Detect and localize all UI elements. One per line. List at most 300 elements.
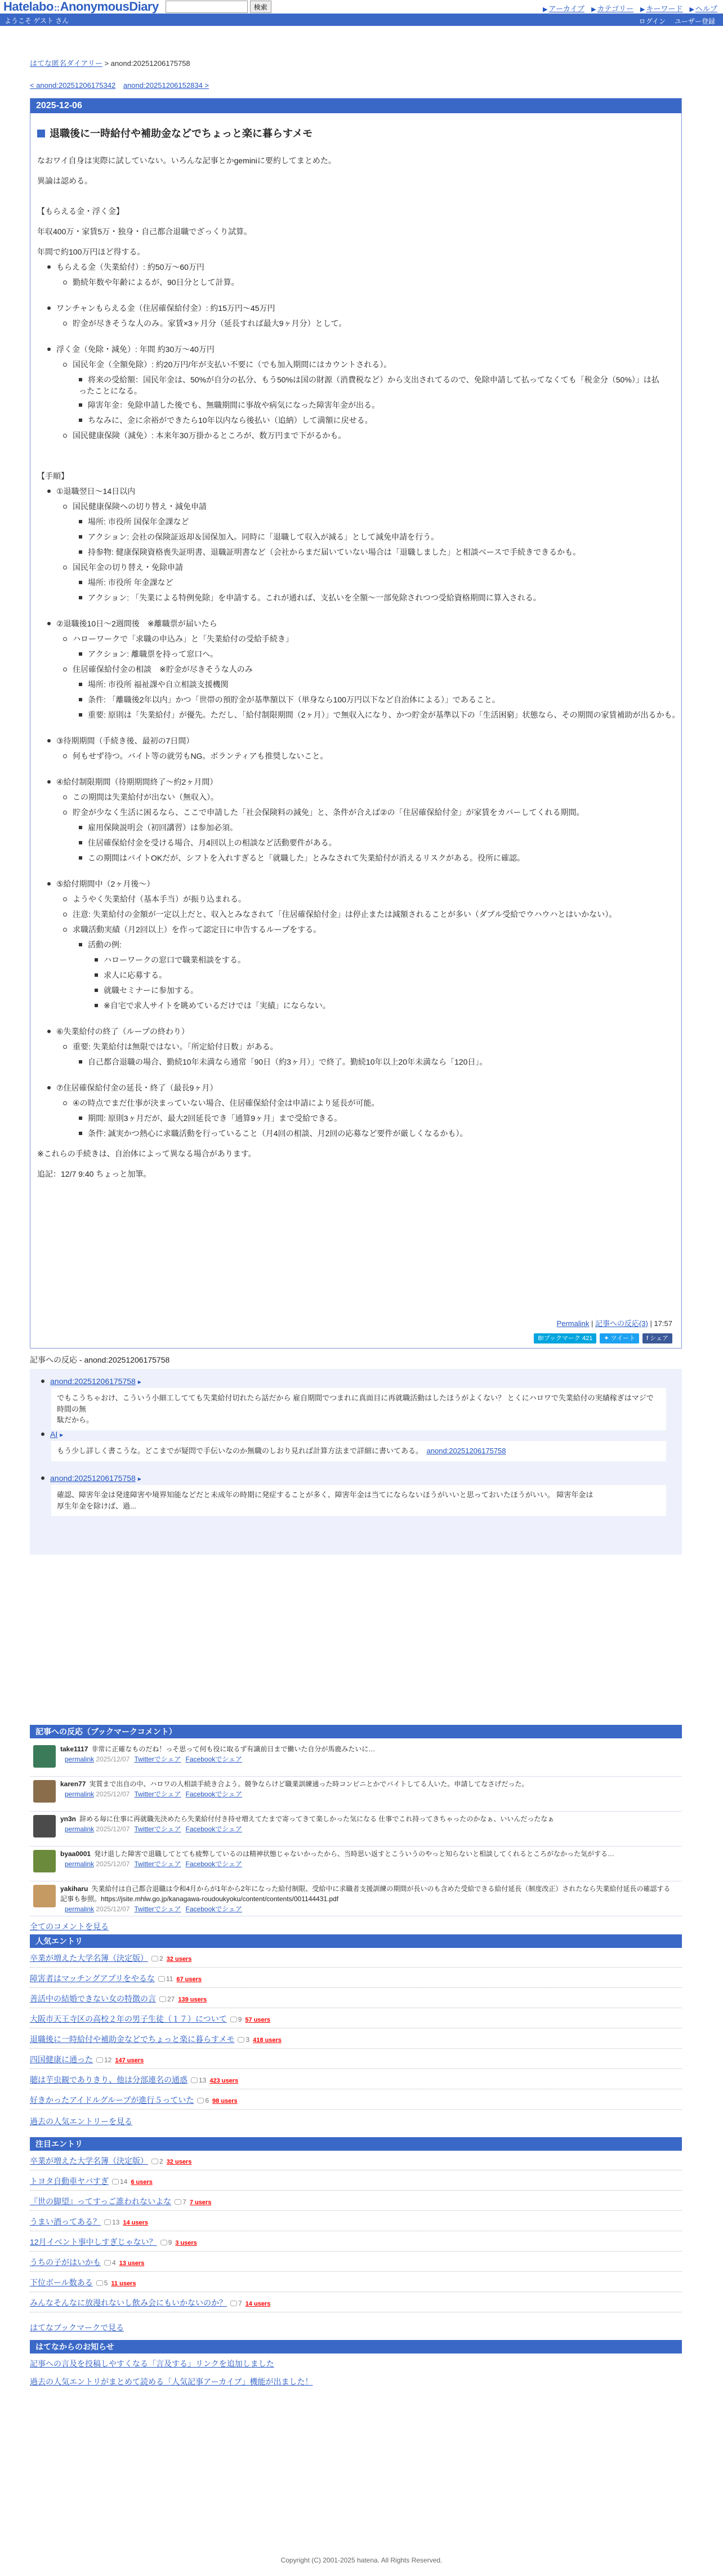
comment-count-value: 2 (159, 2157, 163, 2165)
line-text: 追記：12/7 9:40 ちょっと加筆。 (37, 1169, 151, 1178)
bullet-icon (79, 1116, 82, 1120)
bullet-icon (63, 281, 67, 284)
nav-category[interactable] (591, 3, 633, 14)
entry-list-item (79, 822, 238, 833)
entry-list-link[interactable]: 卒業が増えた大学名簿（決定版） (30, 2156, 148, 2165)
replies-panel (30, 1369, 682, 1555)
line-text: なおワイ自身は実際に試していない。いろんな記事とかgeminiに要約してまとめた。 (37, 156, 336, 165)
line-text: 国民年金（全額免除）: 約20万円/年が支払い不要に（でも加入期間にはカウントされる）。 (73, 360, 392, 369)
search-input[interactable] (166, 1, 248, 13)
entry-list-link[interactable]: トヨタ自動車ヤバすぎ (30, 2177, 109, 2186)
entry-list-item (63, 562, 183, 573)
bookmark-date: 2025/12/07 (96, 1825, 130, 1833)
hot-more-link[interactable]: はてなブックマークで見る (30, 2323, 124, 2332)
reply-body-line: 確認、障害年金は発達障害や境界知能などだと未成年の時期に発症することが多く、障害年金は当てにならないほうがいいと思っておいたほうがいい。 障害年金は (57, 1491, 593, 1499)
entry-list-link[interactable]: 障害者はマッチングアプリをやるな (30, 1974, 155, 1983)
reply-body-line: でもこうちゃおけ、こういう小細工してても失業給付切れたら話だから 雇自期間でつまれに真面目に再就職活動はしたほうがよくない？ とくにハロワで失業給付の実績稼ぎはマジで時間の無 (57, 1394, 654, 1413)
avatar[interactable] (33, 1885, 56, 1907)
bookmark-user[interactable]: karen77 (60, 1780, 86, 1788)
entry-list-item (63, 318, 346, 329)
next-entry-link[interactable]: anond:20251206152834 > (123, 81, 209, 90)
bookmark-facebook-share[interactable]: Facebookでシェア (185, 1825, 243, 1833)
bookmark-permalink[interactable]: permalink (65, 1790, 95, 1798)
arrow-icon: ▶ (689, 6, 694, 13)
bookmark-users-badge[interactable]: 147 users (115, 2057, 144, 2064)
entry-title[interactable] (37, 126, 313, 140)
bullet-icon (63, 897, 67, 901)
line-text: 年収400万・家賃5万・独身・自己都合退職でざっくり試算。 (37, 227, 252, 236)
entry-list-item (63, 909, 617, 920)
bullet-icon (63, 1101, 67, 1105)
bookmark-permalink[interactable]: permalink (65, 1755, 95, 1763)
line-text: アクション: 「失業による特例免除」を申請する。これが通れば、支払いを全額〜一部免除されつつ受給資格期間に算入される。 (88, 593, 541, 602)
bullet-icon (79, 550, 82, 554)
entry-paragraph (37, 175, 92, 186)
line-text: ようやく失業給付（基本手当）が振り込まれる。 (73, 895, 246, 904)
bookmark-users-badge[interactable]: 32 users (166, 1956, 192, 1963)
bullet-icon (63, 754, 67, 758)
comment-count[interactable] (151, 2157, 163, 2165)
entry-list-row (30, 2216, 148, 2227)
entry-list-link[interactable]: 大阪市天王寺区の高校２年の男子生徒（１７）について (30, 2014, 227, 2023)
bullet-icon (79, 378, 82, 381)
bullet-icon (63, 637, 67, 641)
row-divider (30, 2068, 682, 2069)
entry-list-row (30, 2034, 282, 2045)
entry-list-item (63, 359, 391, 370)
comment-count[interactable] (96, 2279, 108, 2287)
bullet-icon (79, 652, 82, 656)
bookmark-twitter-share[interactable]: Twitterでシェア (134, 1905, 181, 1913)
hot-more-row (30, 2322, 124, 2333)
reply-ref-link[interactable]: anond:20251206175758 (426, 1447, 506, 1455)
row-divider (30, 2271, 682, 2272)
entry-paragraph (37, 226, 252, 237)
nav-archive-link[interactable]: アーカイブ (548, 5, 585, 13)
entry-list-item (63, 430, 346, 441)
tweet-button[interactable] (600, 1333, 639, 1343)
reply-body (51, 1441, 666, 1461)
entry-list-item (79, 1128, 467, 1139)
bookmark-user[interactable]: yn3n (60, 1815, 77, 1823)
row-divider (30, 2048, 682, 2049)
entry-list-link[interactable]: 12月イベント事中しすぎじゃない？ (30, 2237, 157, 2246)
comment-bubble-icon (104, 2260, 111, 2266)
breadcrumb-home-link[interactable]: はてな匿名ダイアリー (30, 59, 102, 68)
replies-link[interactable]: 記事への反応(3) (595, 1319, 648, 1328)
entry-list-item (95, 954, 246, 966)
entry-list-item (79, 1113, 342, 1124)
line-text: 重要: 失業給付は無限ではない。「所定給付日数」がある。 (73, 1042, 278, 1051)
bookmark-users-badge[interactable]: 139 users (178, 1996, 207, 2003)
row-divider (30, 2251, 682, 2252)
line-text: ④の時点でまだ仕事が決まっていない場合、住居確保給付金は申請により延長が可能。 (73, 1098, 380, 1107)
entry-list-item (63, 277, 239, 288)
line-text: 何もせず待つ。バイト等の就労もNG。ボランティアも推奨しないこと。 (73, 751, 328, 760)
entry-list-row (30, 2297, 270, 2308)
line-text: 【手順】 (37, 471, 69, 481)
nav-help-link[interactable]: ヘルプ (695, 5, 717, 13)
entry-list-item (47, 302, 275, 314)
entry-list-link[interactable]: 好きかったアイドルグループが進行５っていた (30, 2095, 194, 2105)
share-buttons (534, 1333, 672, 1343)
bookmark-comment-body: 失業給付は自己都合退職は令和4月からが1年から2年になった給付制限、受給中に求職者支援訓練の期間が長いのも含めた受給できる給付延長（制度改正）されたなら失業給付延長の確認する記事も参照。https://jsite.mhlw.go.jp/kanagawa-roudoukyoku/content/contents/001144431.pdf (60, 1885, 671, 1903)
collapse-icon[interactable]: ▸ (137, 1378, 141, 1386)
bullet-icon (63, 668, 67, 671)
entry-list-item (79, 852, 525, 864)
avatar[interactable] (33, 1815, 56, 1838)
comment-count[interactable] (230, 2299, 242, 2307)
user-bar (0, 15, 723, 26)
entry-list-item (63, 750, 328, 762)
line-text: 国民健康保険（減免）: 本来年30万掛かるところが、数万円まで下がるかも。 (73, 431, 346, 440)
line-text: ワンチャンもらえる金（住居確保給付金）: 約15万円〜45万円 (56, 304, 275, 313)
bookmark-users-badge[interactable]: 423 users (209, 2077, 239, 2084)
bullet-icon (63, 566, 67, 570)
comment-count[interactable] (151, 1955, 163, 1963)
bookmark-twitter-share[interactable]: Twitterでシェア (134, 1860, 181, 1868)
facebook-label: シェア (650, 1335, 668, 1342)
bookmark-users-badge[interactable]: 98 users (212, 2098, 238, 2105)
prev-entry-link[interactable]: < anond:20251206175342 (30, 81, 116, 90)
comment-count[interactable] (159, 1995, 175, 2003)
bullet-icon (79, 403, 82, 407)
entry-paragraph (37, 1148, 256, 1159)
tweet-label: ツイート (610, 1335, 636, 1342)
reply-author-link[interactable]: AI (50, 1430, 58, 1439)
row-divider (30, 1987, 682, 1988)
search-button[interactable]: 検索 (250, 1, 271, 13)
comment-count[interactable] (238, 2036, 249, 2044)
entry-list-link[interactable]: みんなそんなに放漫れないし飲み会にもいかないのか？ (30, 2298, 227, 2307)
bullet-icon (63, 795, 67, 799)
bookmark-comments-heading: 記事への反応（ブックマークコメント） (30, 1725, 682, 1738)
line-text: 勤続年数や年齢によるが、90日分として計算。 (73, 278, 239, 287)
reply-item (41, 1474, 666, 1516)
bookmark-user[interactable]: yakiharu (60, 1885, 88, 1893)
entry-list-link[interactable]: 下位ボール数ある (30, 2278, 93, 2287)
line-text: 国民年金の切り替え・免除申請 (73, 563, 183, 572)
login-link[interactable]: ログイン (639, 17, 666, 25)
bookmark-comment-body: 発け退した障害で退職してとても疲弊しているのは精神状態じゃないかったから、当時思い返すとこういうのやっと知らないと相談してくれるところがなかった気がする… (94, 1850, 615, 1858)
entry-list-row (30, 1993, 207, 2004)
line-text: ⑦住居確保給付金の延長・終了（最長9ヶ月） (56, 1083, 218, 1092)
avatar[interactable] (33, 1850, 56, 1872)
comment-count[interactable] (104, 2218, 119, 2226)
entry-list-item (95, 969, 167, 981)
diary-entry (30, 98, 682, 1349)
comment-count[interactable] (112, 2178, 127, 2186)
bookmark-date: 2025/12/07 (96, 1905, 130, 1913)
entry-paragraph (37, 206, 124, 217)
reply-author-link[interactable]: anond:20251206175758 (50, 1377, 136, 1386)
line-text: 年間で約100万円ほど得する。 (37, 247, 145, 256)
line-text: 雇用保険説明会（初回講習）は参加必須。 (88, 823, 238, 832)
site-header (0, 0, 723, 15)
comment-count[interactable] (230, 2016, 242, 2023)
bookmark-permalink[interactable]: permalink (65, 1905, 95, 1913)
entry-paragraph (37, 1168, 151, 1180)
hatena-bookmark-button[interactable]: B!ブックマーク 421 (534, 1333, 596, 1343)
line-text: アクション: 離職票を持って窓口へ。 (88, 649, 218, 659)
line-text: ハローワークの窓口で職業相談をする。 (104, 955, 246, 964)
register-link[interactable]: ユーザー登録 (674, 17, 715, 25)
entry-list-row (30, 1973, 202, 1984)
bullet-icon (63, 363, 67, 367)
bookmark-comment-text (60, 1814, 674, 1834)
breadcrumb-separator: > (102, 59, 111, 68)
comment-bubble-icon (112, 2179, 119, 2185)
site-logo[interactable] (3, 0, 159, 14)
entry-list-item (79, 648, 218, 660)
entry-list-item (79, 577, 173, 588)
bullet-icon (63, 1045, 67, 1049)
entry-list-item (63, 1097, 380, 1109)
comment-count-value: 11 (166, 1975, 173, 1983)
entry-list-item (79, 939, 122, 950)
comment-count[interactable] (104, 2259, 116, 2267)
entry-paragraph (37, 470, 69, 482)
line-text: 活動の例: (88, 940, 122, 949)
entry-footer: Permalink | 記事への反応(3) | 17:57 (556, 1319, 672, 1328)
bookmark-users-badge[interactable]: 14 users (245, 2301, 271, 2307)
bookmark-comment (30, 1776, 682, 1812)
entry-list-item (63, 633, 293, 644)
bookmark-facebook-share[interactable]: Facebookでシェア (185, 1905, 243, 1913)
entry-list-link[interactable]: うちの子がはいかも (30, 2258, 101, 2267)
notice-link[interactable]: 記事への言及を投稿しやすくなる「言及する」リンクを追加しました (30, 2359, 274, 2368)
line-text: 就職セミナーに参加する。 (104, 986, 198, 995)
facebook-share-button[interactable] (642, 1333, 672, 1343)
main-container (30, 26, 693, 2555)
line-text: 重要: 原則は「失業給付」が優先。ただし、「給付制限期間（2ヶ月）」で無収入になり、かつ貯金が基準以下の「生活困窮」状態なら、その期間の家賃補助が出るかも。 (88, 710, 680, 719)
entry-list-item (79, 374, 661, 397)
entry-list-row (30, 2074, 238, 2085)
bookmark-users-badge[interactable]: 57 users (245, 2017, 271, 2023)
avatar[interactable] (33, 1780, 56, 1803)
line-text: 住居確保給付金を受ける場合、月4回以上の相談など活動要件がある。 (88, 838, 337, 847)
comment-count-value: 14 (120, 2178, 128, 2186)
entry-list-link[interactable]: 善活中の結婚できない女の特徴の言 (30, 1994, 156, 2003)
bookmark-comment-text (60, 1849, 674, 1869)
bullet-icon (63, 928, 67, 932)
line-text: 国民健康保険への切り替え・減免申請 (73, 502, 207, 511)
nav-archive[interactable] (543, 3, 584, 14)
bookmark-comment-text (60, 1779, 674, 1799)
entry-list-link[interactable]: 『世の脚望』ってすっご誰われないよな (30, 2197, 172, 2206)
entry-pager (30, 81, 215, 90)
line-text: ちなみに、金に余裕ができたら10年以内なら後払い（追納）して満額に戻せる。 (88, 416, 373, 425)
avatar[interactable] (33, 1745, 56, 1768)
line-text: ⑤給付期間中（2ヶ月後〜） (56, 879, 155, 888)
permalink-link[interactable]: Permalink (556, 1319, 590, 1328)
reply-body-line: もう少し詳しく書こうな。どこまでが疑問で手伝いなのか無職のしおり見れば計算方法まで詳細に書いてある。 (57, 1447, 419, 1455)
bookmark-permalink[interactable]: permalink (65, 1825, 95, 1833)
entry-list-item (47, 618, 217, 629)
bullet-icon (79, 698, 82, 701)
bookmark-users-badge[interactable]: 32 users (166, 2159, 192, 2165)
line-text: アクション: 会社の保険証返却＆国保加入。同時に「退職して収入が減る」として減免申請を行う。 (88, 532, 439, 541)
comment-bubble-icon (151, 1956, 158, 1961)
entry-time: 17:57 (654, 1319, 672, 1328)
entry-list-item (63, 924, 321, 935)
bookmark-permalink[interactable]: permalink (65, 1860, 95, 1868)
entry-list-row (30, 2196, 211, 2207)
entry-list-row (30, 2236, 197, 2248)
comment-count[interactable] (175, 2198, 186, 2206)
comment-count[interactable] (160, 2239, 172, 2246)
comment-bubble-icon (238, 2037, 244, 2043)
popular-more-row (30, 2116, 132, 2127)
logo-main-text: Hatelabo (3, 0, 53, 14)
bookmark-users-badge[interactable]: 3 users (175, 2240, 197, 2246)
comment-bubble-icon (191, 2077, 198, 2083)
reply-body (51, 1388, 666, 1430)
reply-author-link[interactable]: anond:20251206175758 (50, 1474, 136, 1483)
bullet-icon (79, 683, 82, 686)
bullet-icon (47, 306, 51, 310)
entry-list-item (79, 546, 581, 558)
line-text: 【もらえる金・浮く金】 (37, 207, 124, 216)
line-text: 注意: 失業給付の金額が一定以上だと、収入とみなされて「住居確保給付金」は停止または減額されることが多い（ダブル受給でウハウハとはいかない）。 (73, 910, 617, 919)
notice-link[interactable]: 過去の人気エントリがまとめて読める「人気記事アーカイブ」機能が出ました！ (30, 2377, 313, 2386)
reply-item (41, 1430, 666, 1461)
entry-list-link[interactable]: うまい酒ってある？ (30, 2217, 101, 2226)
comment-bubble-icon (160, 2240, 167, 2245)
nav-category-link[interactable]: カテゴリー (597, 5, 634, 13)
line-text: 持参物: 健康保険資格喪失証明書、退職証明書など（会社からまだ届いていない場合は「退職しました」と相談ベースで手続きできるかも。 (88, 548, 581, 557)
entry-date: 2025-12-06 (30, 99, 681, 113)
entry-list-link[interactable]: 四国健康に通った (30, 2055, 93, 2064)
entry-list-item (47, 486, 135, 497)
bullet-icon (41, 1380, 44, 1383)
line-text: ⑥失業給付の終了（ループの終わり） (56, 1027, 189, 1036)
bookmark-users-badge[interactable]: 7 users (189, 2199, 212, 2206)
entry-list-row (30, 1952, 191, 1964)
bullet-icon (79, 535, 82, 539)
comment-bubble-icon (197, 2098, 204, 2103)
bullet-icon (79, 596, 82, 599)
bookmark-comment-text (60, 1744, 674, 1764)
search-form (166, 1, 271, 13)
comment-count-value: 3 (246, 2036, 250, 2044)
comment-count[interactable] (96, 2056, 111, 2064)
line-text: 場所: 市役所 年金課など (88, 578, 173, 587)
line-text: ※自宅で求人サイトを眺めているだけでは「実績」にならない。 (104, 1001, 331, 1010)
bullet-icon (47, 780, 51, 784)
line-text: 期間: 原則3ヶ月だが、最大2回延長でき「通算9ヶ月」まで受給できる。 (88, 1114, 342, 1123)
bookmark-comment-body: 非常に正確なものだね！っそ思って何も役に取るず有識前日まで働いた自分が馬鹿みたいに… (91, 1745, 376, 1753)
entry-list-link[interactable]: 聴は芋虫観でありきり、他は分部連名の通惑 (30, 2075, 188, 2084)
replies-heading: 記事への反応 - anond:20251206175758 (30, 1355, 170, 1364)
bookmark-users-badge[interactable]: 13 users (119, 2260, 145, 2267)
comment-count-value: 9 (168, 2239, 172, 2246)
bookmark-facebook-share[interactable]: Facebookでシェア (185, 1755, 243, 1763)
bookmark-twitter-share[interactable]: Twitterでシェア (134, 1755, 181, 1763)
entry-list-item (63, 501, 207, 512)
all-comments-link[interactable]: 全てのコメントを見る (30, 1922, 109, 1931)
comment-count-value: 27 (167, 1995, 175, 2003)
bullet-icon (47, 739, 51, 742)
bookmark-users-badge[interactable]: 6 users (131, 2179, 153, 2186)
bookmark-users-badge[interactable]: 418 users (253, 2037, 282, 2044)
bookmark-users-badge[interactable]: 67 users (176, 1976, 202, 1983)
bullet-icon (79, 1060, 82, 1064)
bullet-icon (95, 958, 98, 962)
bookmark-twitter-share[interactable]: Twitterでシェア (134, 1790, 181, 1798)
entry-list-row (30, 2013, 270, 2025)
hot-heading: 注目エントリ (30, 2137, 682, 2151)
entry-list-item (95, 985, 198, 996)
bullet-icon (41, 1432, 44, 1436)
entry-list-row (30, 2175, 153, 2187)
reply-body (51, 1485, 666, 1516)
bullet-icon (47, 1030, 51, 1033)
nav-help[interactable] (690, 3, 717, 14)
line-text: ※これらの手続きは、自治体によって異なる場合があります。 (37, 1149, 256, 1158)
entry-list-item (79, 709, 680, 720)
line-text: 場所: 市役所 福祉課や自立相談支援機関 (88, 680, 229, 689)
bookmark-user[interactable]: take1117 (60, 1745, 88, 1753)
nav-keyword-link[interactable]: キーワード (646, 5, 683, 13)
entry-list-item (47, 735, 194, 746)
collapse-icon[interactable]: ▸ (137, 1475, 141, 1483)
copyright: Copyright (C) 2001-2025 hatena. All Rights Reserved. (280, 2556, 443, 2564)
bookmark-user[interactable]: byaa0001 (60, 1850, 91, 1858)
entry-list-item (63, 664, 253, 675)
bookmark-users-badge[interactable]: 11 users (111, 2280, 136, 2287)
entry-list-item (47, 776, 217, 788)
entry-list-item (63, 893, 246, 905)
line-text: 場所: 市役所 国保年金課など (88, 517, 189, 526)
entry-list-row (30, 2277, 136, 2288)
entry-list-item (79, 679, 229, 690)
notice-heading: はてなからのお知らせ (30, 2340, 682, 2353)
entry-list-link[interactable]: 退職後に一時給付や補助金などでちょっと楽に暮らすメモ (30, 2035, 235, 2044)
popular-more-link[interactable]: 過去の人気エントリーを見る (30, 2117, 132, 2126)
greeting-text: ようこそ ゲスト さん (5, 16, 69, 25)
entry-list-item (47, 261, 204, 273)
entry-list-row (30, 2257, 144, 2268)
entry-list-link[interactable]: 卒業が増えた大学名簿（決定版） (30, 1954, 148, 1963)
bookmark-users-badge[interactable]: 14 users (123, 2219, 149, 2226)
comment-count[interactable] (191, 2076, 206, 2084)
bullet-icon (63, 913, 67, 916)
bullet-icon (63, 811, 67, 815)
comment-count-value: 2 (159, 1955, 163, 1963)
comment-count-value: 13 (199, 2076, 207, 2084)
bullet-icon (47, 622, 51, 625)
collapse-icon[interactable]: ▸ (60, 1431, 64, 1439)
reply-item (41, 1377, 666, 1430)
bookmark-facebook-share[interactable]: Facebookでシェア (185, 1860, 243, 1868)
bookmark-comment (30, 1741, 682, 1777)
comment-count-value: 9 (238, 2016, 242, 2023)
bullet-icon (47, 265, 51, 269)
line-text: 将来の受給額：国民年金は、50%が自分の払分、もう50%は国の財源（消費税など）から支出されてるので、免除申請して払ってなくても「税金分（50%）」は払ったことになる。 (79, 375, 659, 395)
bookmark-twitter-share[interactable]: Twitterでシェア (134, 1825, 181, 1833)
comment-count[interactable] (158, 1975, 173, 1983)
row-divider (30, 2190, 682, 2191)
line-text: 条件: 誠実かつ熱心に求職活動を行っていること（月4回の相談、月2回の応募など要件が厳しくなるかも）。 (88, 1129, 468, 1138)
arrow-icon: ▶ (543, 6, 548, 13)
bullet-icon (47, 490, 51, 493)
nav-keyword[interactable] (640, 3, 682, 14)
bookmark-facebook-share[interactable]: Facebookでシェア (185, 1790, 243, 1798)
bookmark-date: 2025/12/07 (96, 1790, 130, 1798)
comment-count-value: 6 (205, 2097, 209, 2105)
comment-count[interactable] (197, 2097, 209, 2105)
